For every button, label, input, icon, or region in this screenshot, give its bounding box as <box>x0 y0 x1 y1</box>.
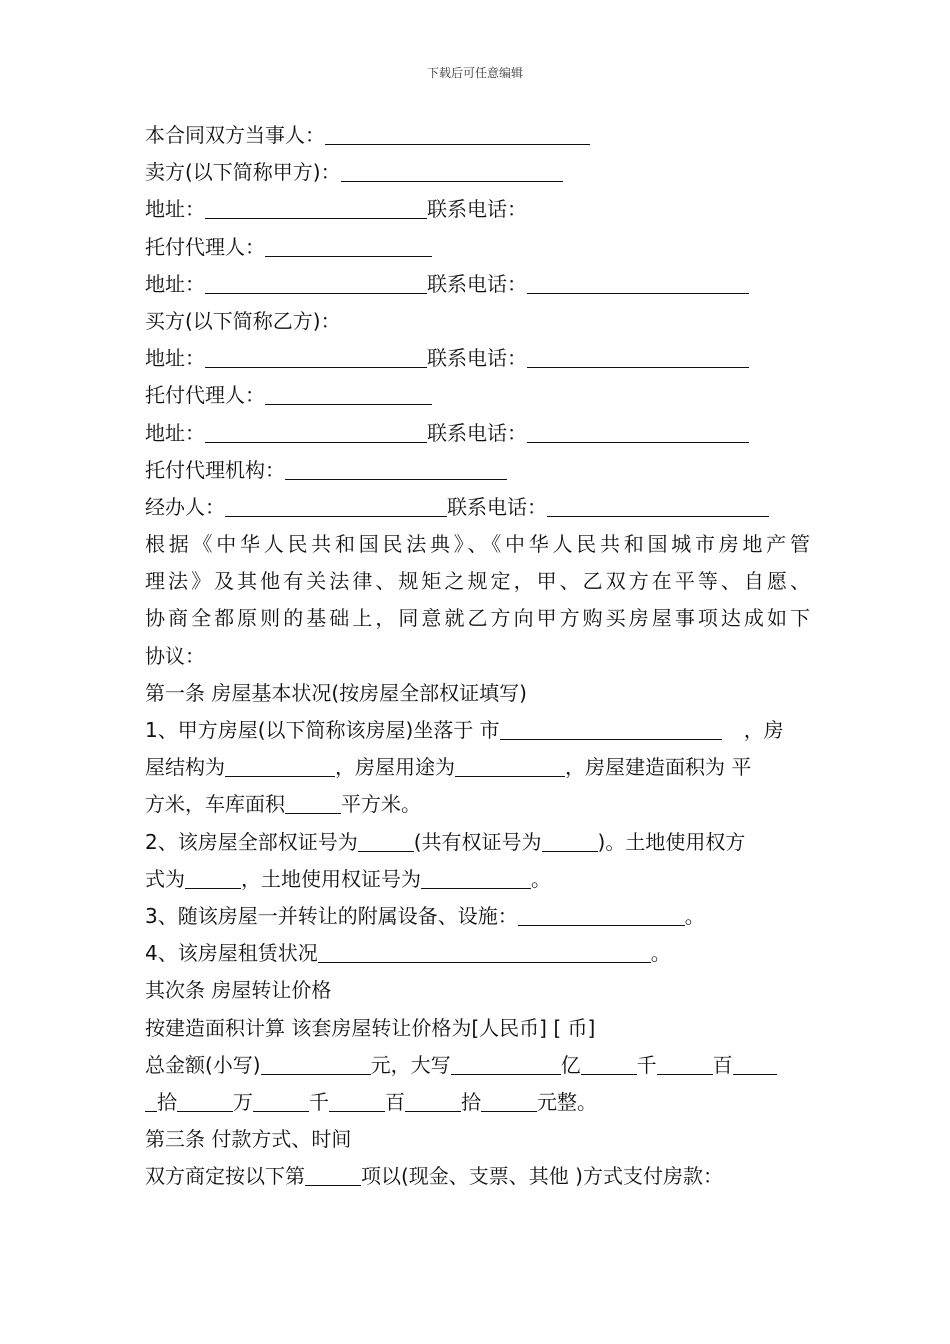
blank-field[interactable] <box>177 1091 233 1112</box>
blank-field[interactable] <box>265 384 432 405</box>
blank-field[interactable] <box>329 1091 385 1112</box>
item-3-line <box>145 898 810 935</box>
blank-field[interactable] <box>185 868 241 889</box>
price-line-3 <box>145 1084 810 1121</box>
preamble-paragraph <box>145 526 810 675</box>
heading: 第三条 付款方式、时间 <box>145 1127 352 1152</box>
blank-field[interactable] <box>285 459 507 480</box>
price-line-1 <box>145 1010 810 1047</box>
item-1-line-3 <box>145 786 810 823</box>
label: 。 <box>650 941 671 966</box>
agency-line <box>145 452 810 489</box>
item-4-line <box>145 935 810 972</box>
handler-line <box>145 489 810 526</box>
blank-field[interactable] <box>341 161 563 182</box>
label: 地址： <box>145 346 205 371</box>
article-3-heading <box>145 1121 810 1158</box>
label: 拾 <box>157 1089 177 1114</box>
label: 千 <box>309 1089 329 1114</box>
blank-field[interactable] <box>205 347 427 368</box>
label: 2、该房屋全部权证号为 <box>145 829 358 854</box>
blank-field[interactable] <box>500 719 722 740</box>
label: 托付代理人： <box>145 234 265 259</box>
heading: 其次条 房屋转让价格 <box>145 978 332 1003</box>
page-header: 下载后可任意编辑 <box>426 66 523 80</box>
blank-field[interactable] <box>405 1091 461 1112</box>
parties-line <box>145 117 810 154</box>
buyer-agent-line <box>145 377 810 414</box>
label: ，房屋建造面积为 平 <box>565 755 752 780</box>
blank-field[interactable] <box>581 1054 637 1075</box>
label: 本合同双方当事人： <box>145 123 325 147</box>
blank-field[interactable] <box>205 198 427 219</box>
blank-field[interactable] <box>455 756 565 777</box>
blank-field[interactable] <box>261 1054 371 1075</box>
blank-field[interactable] <box>518 905 685 926</box>
blank-field[interactable] <box>358 831 414 852</box>
item-1-line-1 <box>145 712 810 749</box>
label: 百 <box>385 1089 405 1114</box>
blank-field[interactable] <box>225 756 335 777</box>
heading: 第一条 房屋基本状况(按房屋全部权证填写) <box>145 680 527 705</box>
blank-field[interactable] <box>318 942 651 963</box>
blank-field[interactable] <box>527 347 749 368</box>
blank-field[interactable] <box>325 124 590 145</box>
label: 拾 <box>461 1089 481 1114</box>
label: 联系电话： <box>427 420 527 445</box>
buyer-address-line <box>145 340 810 377</box>
blank-field[interactable] <box>527 273 749 294</box>
label: 3、随该房屋一并转让的附属设备、设施： <box>145 903 518 928</box>
blank-field[interactable] <box>547 496 769 517</box>
price-line-2 <box>145 1047 810 1084</box>
paragraph-line: 协议： <box>145 643 205 668</box>
label: 百 <box>712 1052 733 1077</box>
label: 双方商定按以下第 <box>145 1164 305 1189</box>
buyer-line <box>145 303 810 340</box>
label: 万 <box>233 1089 253 1114</box>
label: 托付代理人： <box>145 383 265 408</box>
label: 式为 <box>145 866 185 891</box>
blank-field[interactable] <box>145 1091 157 1112</box>
blank-field[interactable] <box>421 868 531 889</box>
label: 买方(以下简称乙方)： <box>145 308 341 333</box>
buyer-agent-address-line <box>145 415 810 452</box>
label: 地址： <box>145 420 205 445</box>
label: 。 <box>531 866 551 891</box>
label: 经办人： <box>145 494 225 519</box>
blank-field[interactable] <box>451 1054 561 1075</box>
blank-field[interactable] <box>305 1165 361 1186</box>
blank-field[interactable] <box>481 1091 537 1112</box>
label: 屋结构为 <box>145 755 225 780</box>
seller-address-line <box>145 191 810 228</box>
label: 联系电话： <box>447 494 547 519</box>
label: )。土地使用权方 <box>597 829 746 854</box>
blank-field[interactable] <box>205 422 427 443</box>
label: 1、甲方房屋(以下简称该房屋)坐落于 市 <box>145 718 500 742</box>
label: 地址： <box>145 197 205 222</box>
label: 平方米。 <box>341 792 421 817</box>
label: ，房 <box>743 718 784 742</box>
label: 方米，车库面积 <box>145 792 285 817</box>
label: 联系电话： <box>427 271 527 296</box>
label: (共有权证号为 <box>413 829 542 854</box>
seller-agent-line <box>145 229 810 266</box>
blank-field[interactable] <box>265 236 432 257</box>
label: 按建造面积计算 该套房屋转让价格为[人民币] [ 币] <box>145 1015 596 1040</box>
label: 联系电话： <box>427 197 527 222</box>
article-1-heading <box>145 675 810 712</box>
payment-line <box>145 1158 810 1195</box>
label: 总金额(小写) <box>145 1052 261 1077</box>
label: 托付代理机构： <box>145 457 285 482</box>
item-2-line-1 <box>145 824 810 861</box>
article-2-heading <box>145 972 810 1009</box>
label: 联系电话： <box>427 346 527 371</box>
seller-line <box>145 154 810 191</box>
label: 元整。 <box>537 1089 597 1114</box>
blank-field[interactable] <box>527 422 749 443</box>
label: ，房屋用途为 <box>335 755 455 780</box>
label: 。 <box>684 903 705 928</box>
item-1-line-2 <box>145 749 810 786</box>
blank-field[interactable] <box>733 1054 777 1075</box>
paragraph-line: 理法》及其他有关法律、规矩之规定，甲、乙双方在平等、自愿、 <box>145 569 810 594</box>
label: 亿 <box>560 1052 581 1077</box>
label: 千 <box>636 1052 657 1077</box>
label: 项以(现金、支票、其他 )方式支付房款： <box>361 1164 723 1189</box>
contract-body <box>145 117 810 1195</box>
label: 4、该房屋租赁状况 <box>145 941 318 966</box>
label: 元，大写 <box>370 1052 451 1077</box>
blank-field[interactable] <box>253 1091 309 1112</box>
paragraph-line: 协商全都原则的基础上，同意就乙方向甲方购买房屋事项达成如下 <box>145 606 810 631</box>
item-2-line-2 <box>145 861 810 898</box>
label: 地址： <box>145 271 205 296</box>
blank-field[interactable] <box>542 831 598 852</box>
label: ，土地使用权证号为 <box>241 866 421 891</box>
label: 卖方(以下简称甲方)： <box>145 160 341 185</box>
blank-field[interactable] <box>285 793 341 814</box>
blank-field[interactable] <box>225 496 447 517</box>
blank-field[interactable] <box>657 1054 713 1075</box>
blank-field[interactable] <box>205 273 427 294</box>
paragraph-line: 根据《中华人民共和国民法典》、《中华人民共和国城市房地产管 <box>145 532 810 557</box>
seller-agent-address-line <box>145 266 810 303</box>
